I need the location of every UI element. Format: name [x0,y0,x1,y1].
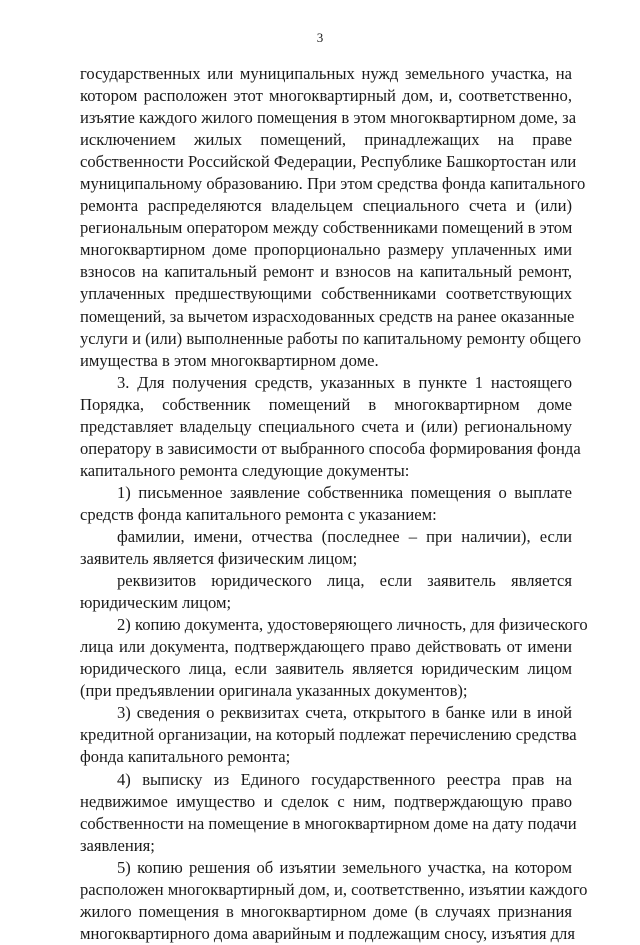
text-line: 2) копию документа, удостоверяющего личность, для физического [117,615,588,635]
text-line: представляет владельцу специального счета и (или) региональному [80,416,572,436]
text-line: многоквартирном доме пропорционально размеру уплаченных ими [80,240,572,260]
text-line: изъятие каждого жилого помещения в этом многоквартирном доме, за [80,108,577,128]
text-line: 1) письменное заявление собственника помещения о выплате [117,482,572,502]
text-line: реквизитов юридического лица, если заявитель является [117,571,572,591]
text-line: ремонта распределяются владельцем специального счета и (или) [80,196,572,216]
text-line: недвижимое имущество и сделок с ним, подтверждающую право [80,791,572,811]
paragraph [80,614,588,702]
text-line: региональным оператором между собственниками помещений в этом [80,218,573,238]
text-line: исключением жилых помещений, принадлежащих на праве [80,130,572,150]
paragraph [80,63,586,372]
text-line: капитального ремонта следующие документы: [80,460,410,480]
text-line: жилого помещения в многоквартирном доме (в случаях признания [80,901,572,921]
text-line: муниципальному образованию. При этом средства фонда капитального [80,174,586,194]
text-line: 4) выписку из Единого государственного реестра прав на [117,769,572,789]
paragraph [80,857,588,945]
text-line: 3) сведения о реквизитах счета, открытого в банке или в иной [117,703,572,723]
text-line: фамилии, имени, отчества (последнее – при наличии), если [117,526,572,546]
text-line: Порядка, собственник помещений в многоквартирном доме [80,394,572,414]
text-line: помещений, за вычетом израсходованных средств на ранее оказанные [80,306,575,326]
document-body [80,63,588,945]
text-line: юридического лица, если заявитель является юридическим лицом [80,659,572,679]
text-line: заявитель является физическим лицом; [80,549,358,569]
text-line: уплаченных предшествующими собственниками соответствующих [80,284,572,304]
paragraph [80,482,572,526]
page-number: 3 [316,30,324,45]
paragraph [80,570,572,614]
text-line: средств фонда капитального ремонта с указанием: [80,504,437,524]
text-line: собственности на помещение в многоквартирном доме на дату подачи [80,813,577,833]
text-line: котором расположен этот многоквартирный дом, и, соответственно, [80,86,572,106]
text-line: (при предъявлении оригинала указанных документов); [80,681,468,701]
text-line: лица или документа, подтверждающего право действовать от имени [80,637,572,657]
paragraph [80,372,581,482]
text-line: взносов на капитальный ремонт и взносов на капитальный ремонт, [80,262,572,282]
text-line: государственных или муниципальных нужд земельного участка, на [80,64,572,83]
text-line: услуги и (или) выполненные работы по капитальному ремонту общего [80,328,582,348]
text-line: многоквартирного дома аварийным и подлежащим сносу, изъятия для [80,923,575,943]
paragraph [80,702,577,768]
text-line: юридическим лицом; [80,593,232,613]
text-line: заявления; [80,835,155,855]
text-line: 5) копию решения об изъятии земельного участка, на котором [117,857,572,877]
paragraph [80,526,572,570]
text-line: кредитной организации, на который подлежат перечислению средства [80,725,577,745]
text-line: собственности Российской Федерации, Республике Башкортостан или [80,152,577,172]
text-line: имущества в этом многоквартирном доме. [80,350,379,370]
text-line: расположен многоквартирный дом, и, соответственно, изъятии каждого [80,879,588,899]
text-line: 3. Для получения средств, указанных в пункте 1 настоящего [117,372,572,392]
paragraph [80,769,577,857]
text-line: оператору в зависимости от выбранного способа формирования фонда [80,438,581,458]
text-line: фонда капитального ремонта; [80,747,291,767]
